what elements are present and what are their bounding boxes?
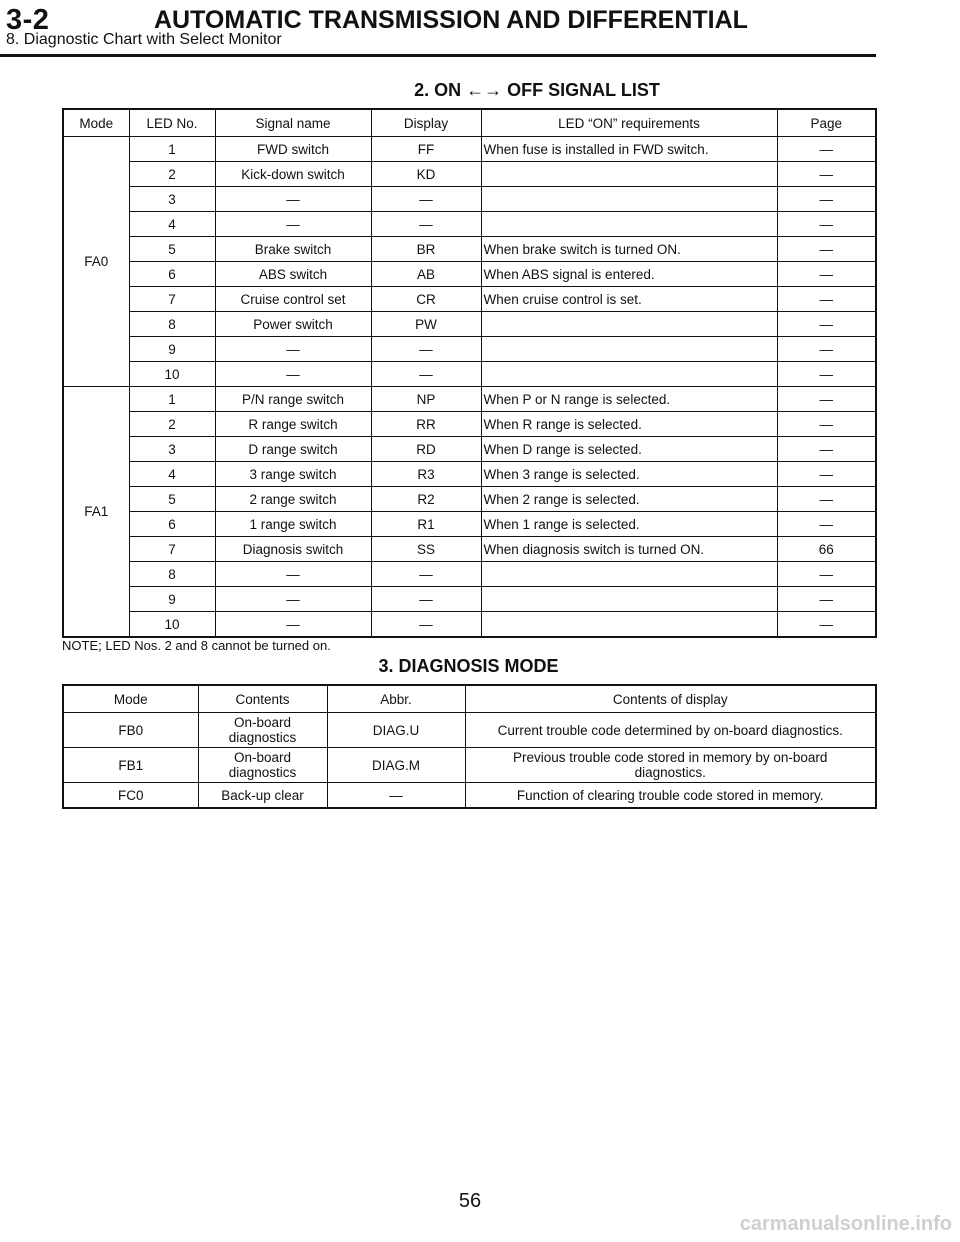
page-cell: — xyxy=(777,437,876,462)
section-title: AUTOMATIC TRANSMISSION AND DIFFERENTIAL xyxy=(154,6,748,34)
column-header: Contents of display xyxy=(465,685,876,713)
column-header: Display xyxy=(371,109,481,137)
requirement-cell: When P or N range is selected. xyxy=(481,387,777,412)
requirement-cell xyxy=(481,187,777,212)
table-row xyxy=(63,587,876,612)
requirement-cell xyxy=(481,337,777,362)
signal-name-cell: ABS switch xyxy=(215,262,371,287)
abbr-cell: DIAG.M xyxy=(327,748,465,783)
diagnosis-header-row xyxy=(63,685,876,713)
table-row xyxy=(63,783,876,809)
display-cell: — xyxy=(371,562,481,587)
requirement-cell xyxy=(481,612,777,638)
page-cell: — xyxy=(777,587,876,612)
signal-name-cell: — xyxy=(215,612,371,638)
diagnosis-mode-title: 3. DIAGNOSIS MODE xyxy=(378,656,559,676)
signal-name-cell: — xyxy=(215,337,371,362)
led-no-cell: 3 xyxy=(129,187,215,212)
signal-name-cell: FWD switch xyxy=(215,137,371,162)
page-number: 56 xyxy=(458,1190,482,1212)
display-cell: — xyxy=(371,362,481,387)
column-header: Contents xyxy=(198,685,327,713)
page-cell: — xyxy=(777,262,876,287)
table-row xyxy=(63,212,876,237)
display-cell: R1 xyxy=(371,512,481,537)
table-row xyxy=(63,437,876,462)
mode-cell: FB1 xyxy=(63,748,198,783)
section-code: 3-2 xyxy=(6,4,50,36)
section-subtitle: 8. Diagnostic Chart with Select Monitor xyxy=(6,31,282,48)
display-cell: FF xyxy=(371,137,481,162)
display-cell: — xyxy=(371,337,481,362)
led-no-cell: 7 xyxy=(129,287,215,312)
led-no-cell: 6 xyxy=(129,512,215,537)
display-cell: SS xyxy=(371,537,481,562)
display-cell: KD xyxy=(371,162,481,187)
table-row xyxy=(63,337,876,362)
led-no-cell: 2 xyxy=(129,412,215,437)
header-rule xyxy=(0,54,876,57)
display-cell: CR xyxy=(371,287,481,312)
requirement-cell xyxy=(481,162,777,187)
page-cell: — xyxy=(777,312,876,337)
page-cell: — xyxy=(777,137,876,162)
table-row xyxy=(63,312,876,337)
page-cell: — xyxy=(777,187,876,212)
table-row xyxy=(63,487,876,512)
led-no-cell: 1 xyxy=(129,387,215,412)
led-no-cell: 8 xyxy=(129,312,215,337)
led-no-cell: 3 xyxy=(129,437,215,462)
signal-name-cell: — xyxy=(215,587,371,612)
table-row xyxy=(63,362,876,387)
requirement-cell xyxy=(481,312,777,337)
table-row xyxy=(63,187,876,212)
column-header: Abbr. xyxy=(327,685,465,713)
diagnosis-mode-table xyxy=(62,684,877,809)
table-row xyxy=(63,562,876,587)
signal-name-cell: — xyxy=(215,212,371,237)
signal-list-table xyxy=(62,108,877,638)
signal-name-cell: Kick-down switch xyxy=(215,162,371,187)
led-no-cell: 9 xyxy=(129,337,215,362)
page-cell: — xyxy=(777,412,876,437)
contents-cell: On-board diagnostics xyxy=(198,748,327,783)
page-cell: — xyxy=(777,362,876,387)
signal-name-cell: P/N range switch xyxy=(215,387,371,412)
requirement-cell: When brake switch is turned ON. xyxy=(481,237,777,262)
signal-name-cell: Brake switch xyxy=(215,237,371,262)
column-header: LED “ON” requirements xyxy=(481,109,777,137)
signal-name-cell: Cruise control set xyxy=(215,287,371,312)
display-cell: — xyxy=(371,187,481,212)
signal-name-cell: Diagnosis switch xyxy=(215,537,371,562)
display-contents-cell: Current trouble code determined by on-board diagnostics. xyxy=(465,713,876,748)
signal-name-cell: D range switch xyxy=(215,437,371,462)
page-cell: — xyxy=(777,287,876,312)
requirement-cell: When R range is selected. xyxy=(481,412,777,437)
requirement-cell: When 2 range is selected. xyxy=(481,487,777,512)
page-cell: — xyxy=(777,387,876,412)
requirement-cell: When ABS signal is entered. xyxy=(481,262,777,287)
display-cell: AB xyxy=(371,262,481,287)
signal-list-title: 2. ON ←→ OFF SIGNAL LIST xyxy=(414,80,660,100)
led-no-cell: 6 xyxy=(129,262,215,287)
display-cell: R3 xyxy=(371,462,481,487)
mode-cell: FA0 xyxy=(63,137,129,387)
abbr-cell: DIAG.U xyxy=(327,713,465,748)
contents-cell: Back-up clear xyxy=(198,783,327,809)
table-row xyxy=(63,512,876,537)
requirement-cell: When cruise control is set. xyxy=(481,287,777,312)
page-cell: — xyxy=(777,512,876,537)
display-cell: RD xyxy=(371,437,481,462)
requirement-cell: When fuse is installed in FWD switch. xyxy=(481,137,777,162)
table-row xyxy=(63,287,876,312)
led-no-cell: 5 xyxy=(129,237,215,262)
display-cell: BR xyxy=(371,237,481,262)
table-row xyxy=(63,262,876,287)
mode-cell: FC0 xyxy=(63,783,198,809)
requirement-cell xyxy=(481,562,777,587)
led-no-cell: 1 xyxy=(129,137,215,162)
led-no-cell: 10 xyxy=(129,362,215,387)
column-header: Mode xyxy=(63,685,198,713)
page-cell: 66 xyxy=(777,537,876,562)
led-no-cell: 7 xyxy=(129,537,215,562)
mode-cell: FA1 xyxy=(63,387,129,638)
requirement-cell xyxy=(481,362,777,387)
requirement-cell: When diagnosis switch is turned ON. xyxy=(481,537,777,562)
signal-name-cell: Power switch xyxy=(215,312,371,337)
page-cell: — xyxy=(777,162,876,187)
table-row xyxy=(63,713,876,748)
display-cell: RR xyxy=(371,412,481,437)
requirement-cell xyxy=(481,587,777,612)
column-header: Signal name xyxy=(215,109,371,137)
page-header xyxy=(0,0,960,62)
signal-name-cell: — xyxy=(215,187,371,212)
table-row xyxy=(63,748,876,783)
page-cell: — xyxy=(777,212,876,237)
led-no-cell: 8 xyxy=(129,562,215,587)
abbr-cell: — xyxy=(327,783,465,809)
display-cell: NP xyxy=(371,387,481,412)
page-cell: — xyxy=(777,337,876,362)
display-cell: PW xyxy=(371,312,481,337)
table-row xyxy=(63,462,876,487)
table-row xyxy=(63,412,876,437)
column-header: Page xyxy=(777,109,876,137)
mode-cell: FB0 xyxy=(63,713,198,748)
page-cell: — xyxy=(777,612,876,638)
contents-cell: On-board diagnostics xyxy=(198,713,327,748)
page-cell: — xyxy=(777,237,876,262)
signal-name-cell: 1 range switch xyxy=(215,512,371,537)
requirement-cell xyxy=(481,212,777,237)
display-contents-cell: Function of clearing trouble code stored in memory. xyxy=(465,783,876,809)
led-no-cell: 4 xyxy=(129,212,215,237)
display-cell: — xyxy=(371,587,481,612)
watermark: carmanualsonline.info xyxy=(739,1213,952,1235)
signal-list-note: NOTE; LED Nos. 2 and 8 cannot be turned on. xyxy=(62,638,331,653)
display-contents-cell: Previous trouble code stored in memory by on-board diagnostics. xyxy=(465,748,876,783)
led-no-cell: 4 xyxy=(129,462,215,487)
signal-name-cell: R range switch xyxy=(215,412,371,437)
requirement-cell: When 3 range is selected. xyxy=(481,462,777,487)
table-row xyxy=(63,387,876,412)
led-no-cell: 10 xyxy=(129,612,215,638)
table-row xyxy=(63,137,876,162)
page-cell: — xyxy=(777,562,876,587)
led-no-cell: 9 xyxy=(129,587,215,612)
page-cell: — xyxy=(777,462,876,487)
led-no-cell: 5 xyxy=(129,487,215,512)
table-row xyxy=(63,612,876,638)
signal-list-header-row xyxy=(63,109,876,137)
requirement-cell: When 1 range is selected. xyxy=(481,512,777,537)
signal-name-cell: 2 range switch xyxy=(215,487,371,512)
table-row xyxy=(63,162,876,187)
page-cell: — xyxy=(777,487,876,512)
requirement-cell: When D range is selected. xyxy=(481,437,777,462)
signal-name-cell: — xyxy=(215,562,371,587)
signal-name-cell: — xyxy=(215,362,371,387)
column-header: LED No. xyxy=(129,109,215,137)
display-cell: — xyxy=(371,612,481,638)
column-header: Mode xyxy=(63,109,129,137)
table-row xyxy=(63,237,876,262)
table-row xyxy=(63,537,876,562)
display-cell: R2 xyxy=(371,487,481,512)
display-cell: — xyxy=(371,212,481,237)
signal-name-cell: 3 range switch xyxy=(215,462,371,487)
led-no-cell: 2 xyxy=(129,162,215,187)
